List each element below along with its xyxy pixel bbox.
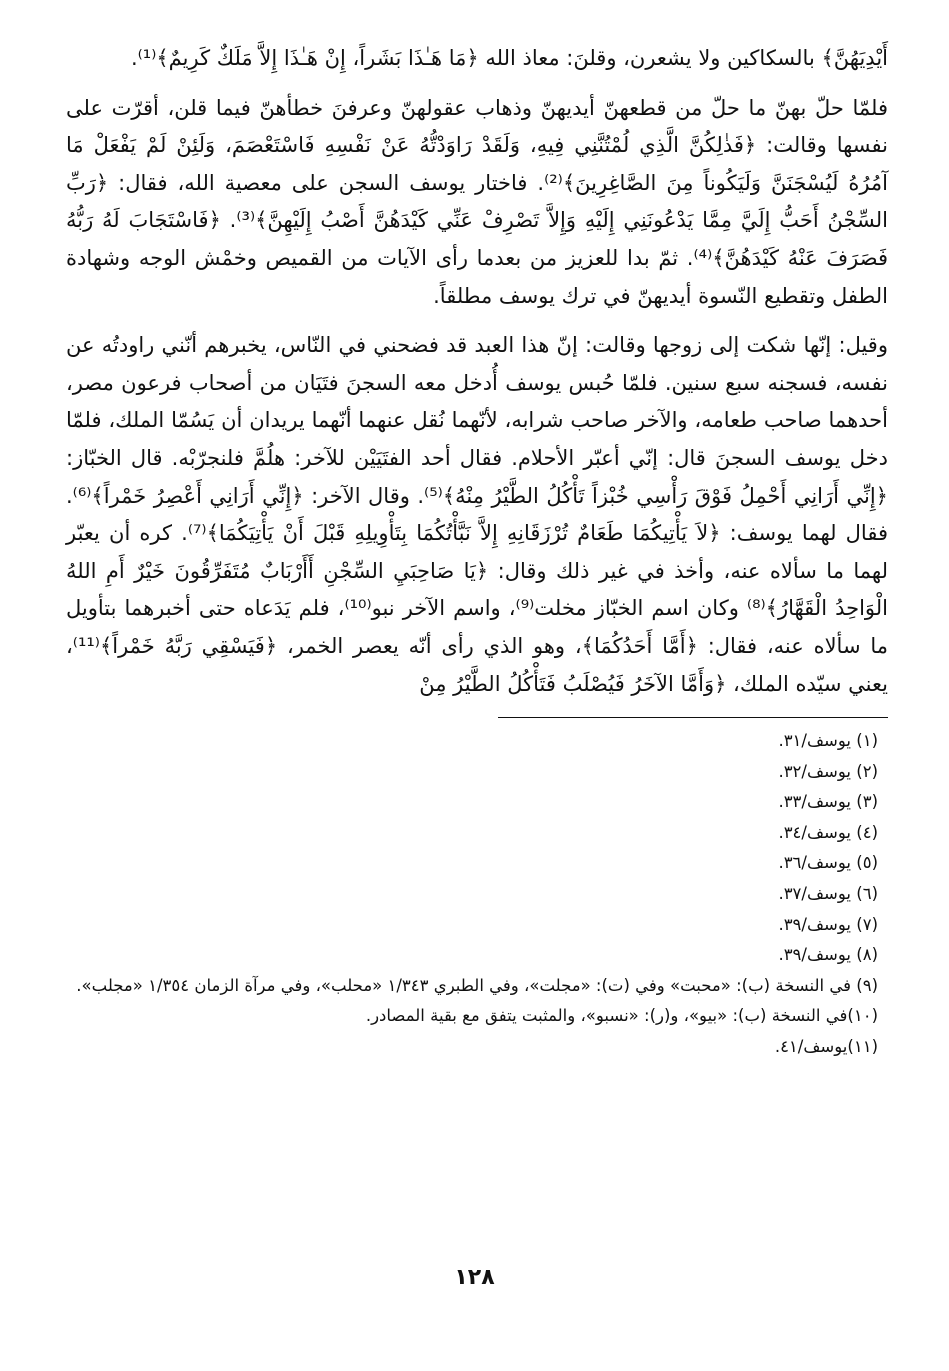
body-paragraph-2: فلمّا حلّ بهنّ ما حلّ من قطعهنّ أيديهنّ وذهاب عقولهنّ وعرفنَ خطأهنّ فيما قلن، أقرّت على نفسها وقالت: ﴿فَذٰلِكُنَّ الَّذِي لُمْتُنَّنِي فِيهِ، وَلَقَدْ رَاوَدْتُّهُ عَنْ نَفْسِهِ فَاسْتَعْصَمَ، وَلَئِنْ لَمْ يَفْعَلْ مَا آمُرُهُ لَيُسْجَنَنَّ وَلَيَكُوناً مِنَ الصَّاغِرِينَ﴾⁽²⁾. فاختار يوسف السجن على معصية الله، فقال: ﴿رَبِّ السِّجْنُ أَحَبُّ إِلَيَّ مِمَّا يَدْعُونَنِي إِلَيْهِ وَإِلاَّ تَصْرِفْ عَنِّي كَيْدَهُنَّ أَصْبُ إِلَيْهِنَّ﴾⁽³⁾. ﴿فَاسْتَجَابَ لَهُ رَبُّهُ فَصَرَفَ عَنْهُ كَيْدَهُنَّ﴾⁽⁴⁾. ثمّ بدا للعزيز من بعدما رأى الآيات من القميص وخمْش الوجه وشهادة الطفل وتقطيع النّسوة أيديهنّ في ترك يوسف مطلقاً. <box>66 95 888 308</box>
page-number: ١٢٨ <box>454 1265 495 1290</box>
footnote-item: (٧) يوسف/٣٩. <box>778 914 878 934</box>
footnote-item: (٥) يوسف/٣٦. <box>778 853 878 873</box>
footnotes-list <box>66 726 888 1063</box>
footnote-item: (٦) يوسف/٣٧. <box>778 884 878 904</box>
body-paragraph-1: أَيْدِيَهُنَّ﴾ بالسكاكين ولا يشعرن، وقلنَ: معاذ الله ﴿مَا هَـٰذَا بَشَراً، إِنْ هَـٰذَا إِلاَّ مَلَكٌ كَرِيمٌ﴾⁽¹⁾. <box>130 46 888 70</box>
footnote-item: (١) يوسف/٣١. <box>778 731 878 751</box>
footnote-item: (٨) يوسف/٣٩. <box>778 945 878 965</box>
footnote-item: (٩) في النسخة (ب): «محبت» وفي (ت): «مجلت»، وفي الطبري ١/٣٤٣ «محلب»، وفي مرآة الزمان ١/٣٥٤ «مجلب». <box>76 975 878 995</box>
footnote-item: (١١)يوسف/٤١. <box>774 1037 878 1057</box>
footnote-divider <box>498 717 888 718</box>
footnote-item: (٣) يوسف/٣٣. <box>778 792 878 812</box>
footnote-item: (٢) يوسف/٣٢. <box>778 761 878 781</box>
footnote-item: (١٠)في النسخة (ب): «بيو»، و(ر): «نسبو»، والمثبت يتفق مع بقية المصادر. <box>365 1006 878 1026</box>
body-paragraph-3: وقيل: إنّها شكت إلى زوجها وقالت: إنّ هذا العبد قد فضحني في النّاس، يخبرهم أنّني راودتُه عن نفسه، فسجنه سبع سنين. فلمّا حُبس يوسف أُدخل معه السجنَ فتَيَان من أصحاب فرعون مصر، أحدهما صاحب طعامه، والآخر صاحب شرابه، لأنّهما نُقل عنهما أنّهما يريدان أن يَسُمّا الملك، فلمّا دخل يوسف السجنَ قال: إنّي أعبّر الأحلام. فقال أحد الفتَيَيْن للآخر: هلُمَّ فلنجرّبْه. قال الخبّاز: ﴿إِنِّي أَرَانِي أَحْمِلُ فَوْقَ رَأْسِي خُبْزاً تَأْكُلُ الطَّيْرُ مِنْهُ﴾⁽⁵⁾. وقال الآخر: ﴿إِنِّي أَرَانِي أَعْصِرُ خَمْراً﴾⁽⁶⁾. فقال لهما يوسف: ﴿لاَ يَأْتِيكُمَا طَعَامٌ تُرْزَقَانِهِ إِلاَّ نَبَّأْتُكُمَا بِتَأْوِيلِهِ قَبْلَ أَنْ يَأْتِيَكُمَا﴾⁽⁷⁾. كره أن يعبّر لهما ما سألاه عنه، وأخذ في غير ذلك وقال: ﴿يَا صَاحِبَيِ السِّجْنِ أَأَرْبَابٌ مُتَفَرِّقُونَ خَيْرٌ أَمِ اللهُ الْوَاحِدُ الْقَهَّارُ﴾⁽⁸⁾ وكان اسم الخبّاز مخلت⁽⁹⁾، واسم الآخر نبو⁽¹⁰⁾، فلم يَدَعاه حتى أخبرهما بتأويل ما سألاه عنه، فقال: ﴿أَمَّا أَحَدُكُمَا﴾، وهو الذي رأى أنّه يعصر الخمر، ﴿فَيَسْقِي رَبَّهُ خَمْراً﴾⁽¹¹⁾، يعني سيّده الملك، ﴿وَأَمَّا الآخَرُ فَيُصْلَبُ فَتَأْكُلُ الطَّيْرُ مِنْ <box>66 333 888 696</box>
book-page <box>66 40 888 1340</box>
footnote-item: (٤) يوسف/٣٤. <box>778 822 878 842</box>
